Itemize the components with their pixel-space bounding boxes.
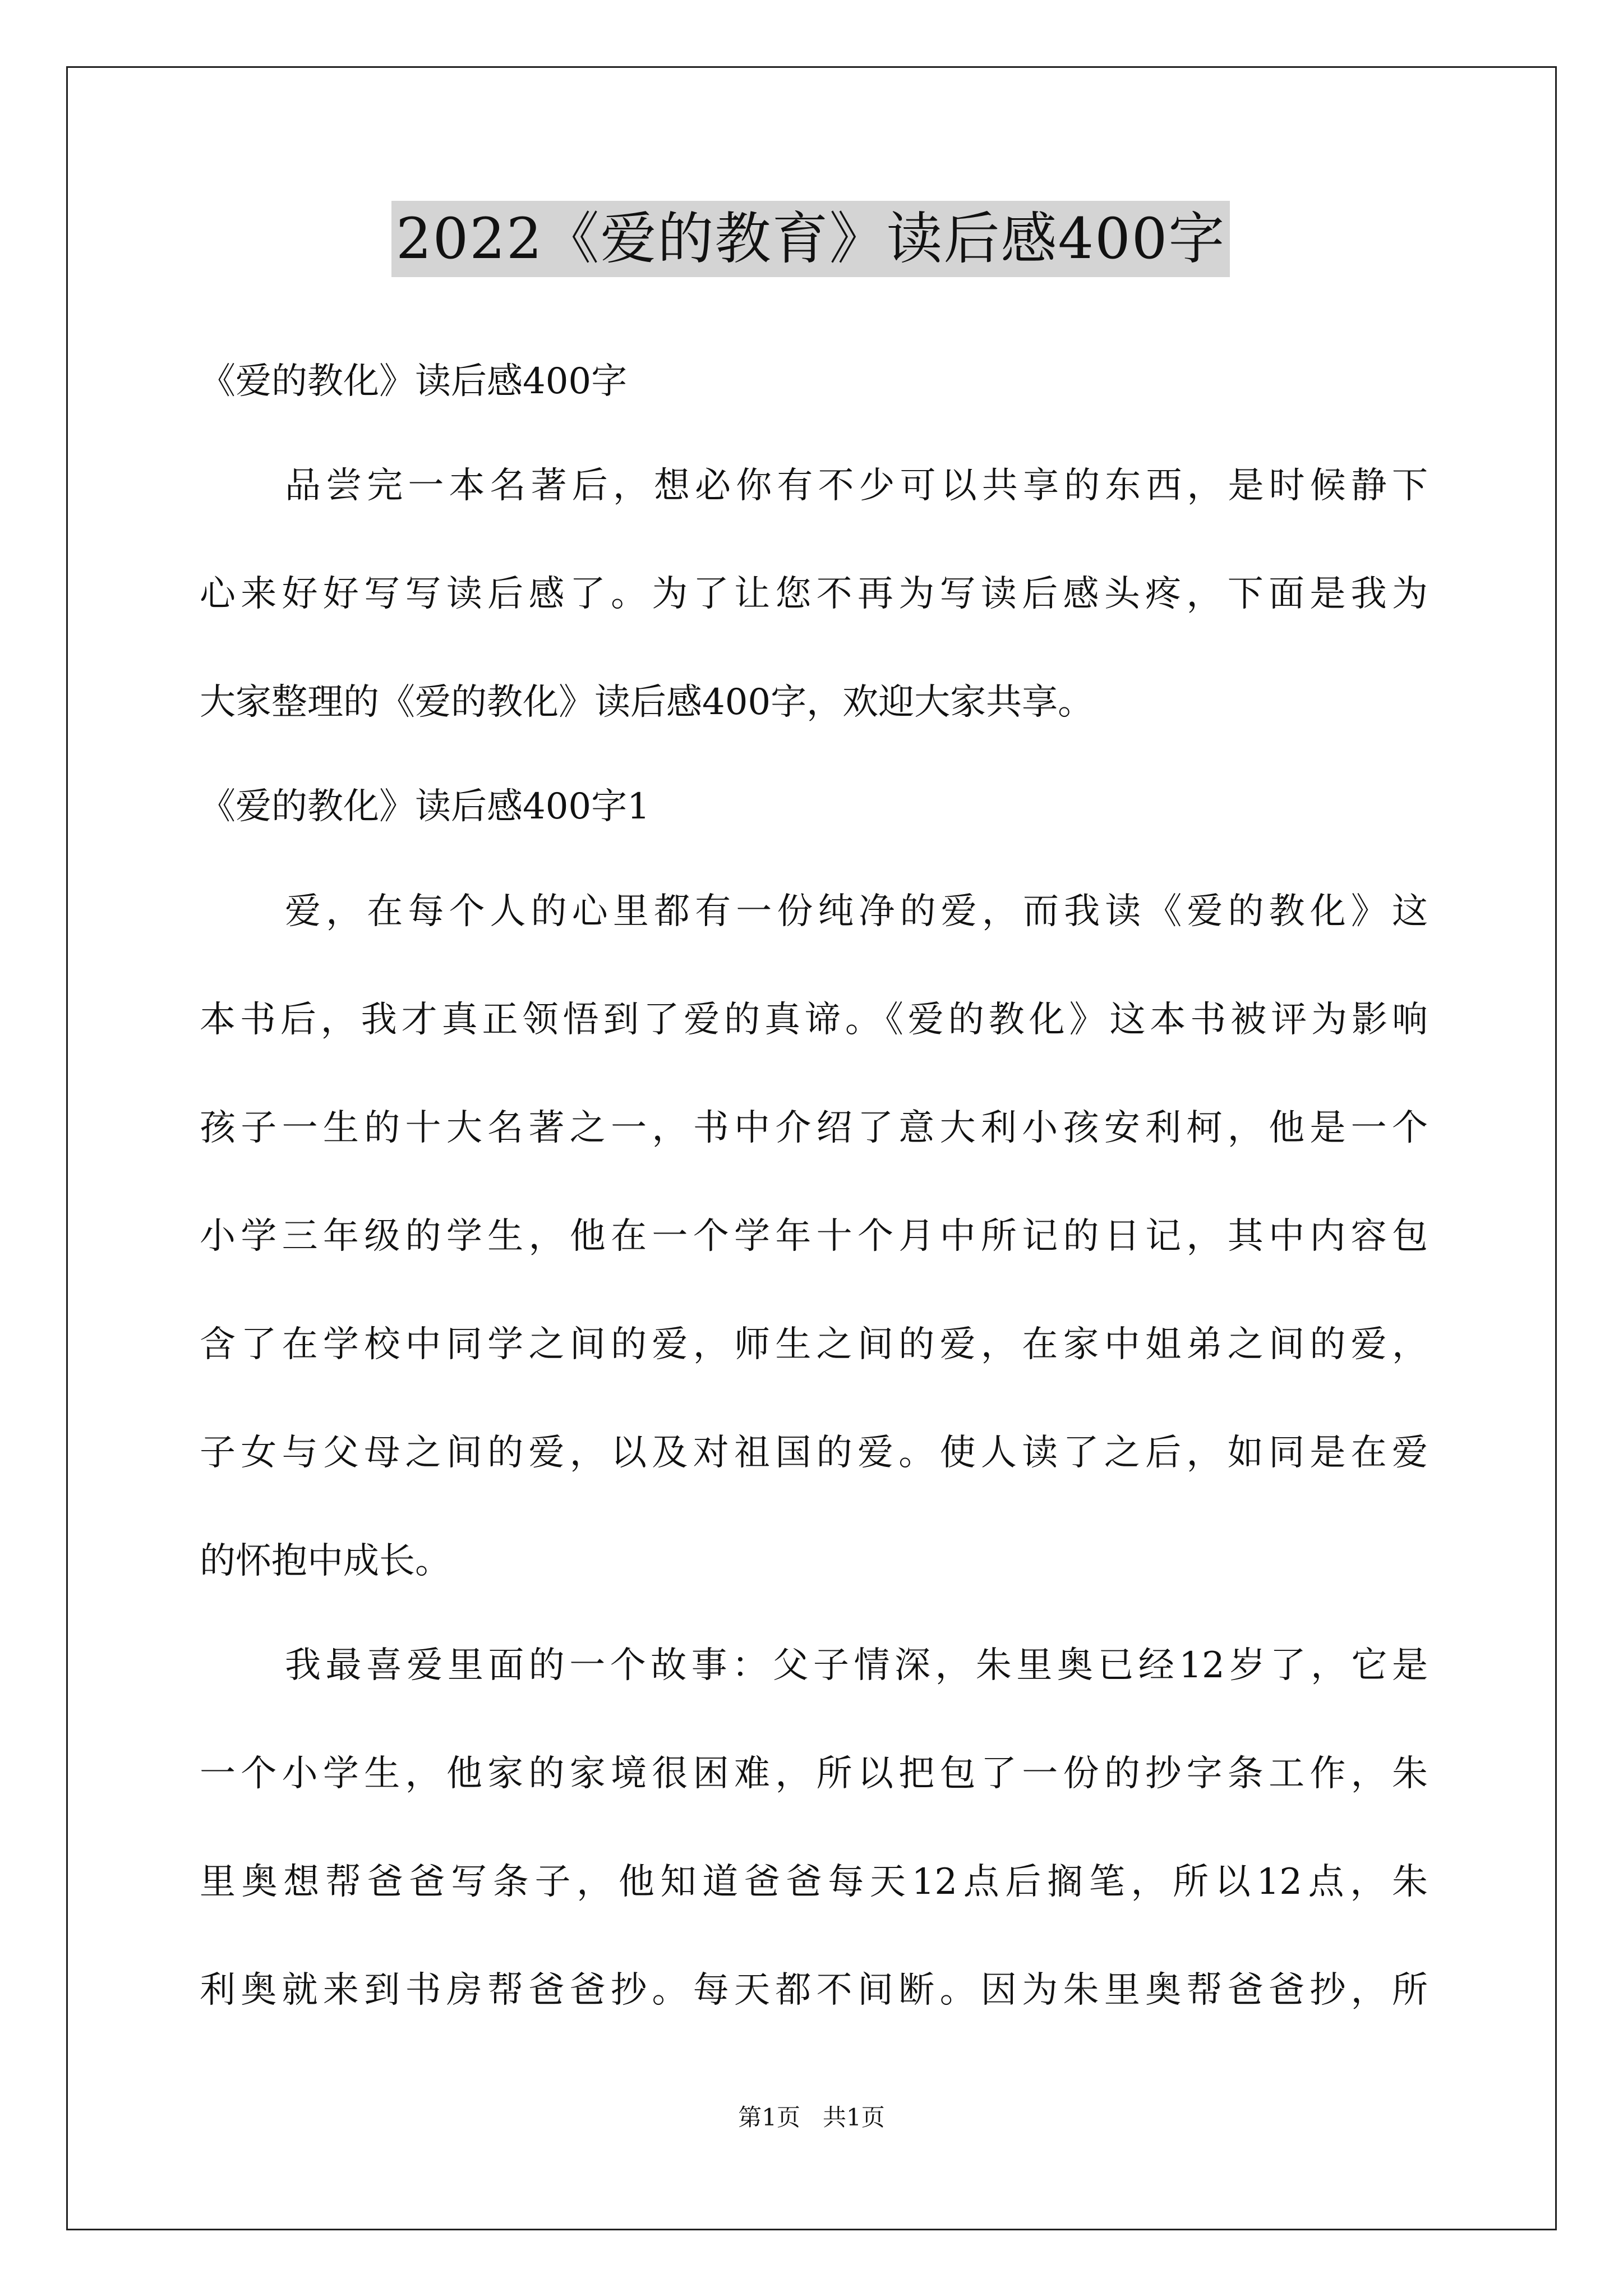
document-title: 2022《爱的教育》读后感400字 — [391, 201, 1230, 277]
paragraph-line: 大家整理的《爱的教化》读后感400字，欢迎大家共享。 — [200, 682, 1094, 723]
paragraph-line: 小学三年级的学生，他在一个学年十个月中所记的日记，其中内容包 — [200, 1216, 1428, 1257]
paragraph-line: 里奥想帮爸爸写条子，他知道爸爸每天12点后搁笔，所以12点，朱 — [200, 1861, 1428, 1903]
paragraph-line: 心来好好写写读后感了。为了让您不再为写读后感头疼，下面是我为 — [200, 573, 1428, 615]
paragraph-line: 我最喜爱里面的一个故事：父子情深，朱里奥已经12岁了，它是 — [285, 1645, 1428, 1686]
page-footer: 第1页 共1页 — [738, 2104, 885, 2131]
paragraph-line: 孩子一生的十大名著之一，书中介绍了意大利小孩安利柯，他是一个 — [200, 1107, 1428, 1149]
section-heading: 《爱的教化》读后感400字 — [200, 361, 628, 402]
paragraph-line: 子女与父母之间的爱，以及对祖国的爱。使人读了之后，如同是在爱 — [200, 1432, 1428, 1474]
paragraph-line: 本书后，我才真正领悟到了爱的真谛。《爱的教化》这本书被评为影响 — [200, 999, 1428, 1041]
paragraph-line: 的怀抱中成长。 — [200, 1540, 451, 1582]
paragraph-line: 一个小学生，他家的家境很困难，所以把包了一份的抄字条工作，朱 — [200, 1753, 1428, 1795]
paragraph-line: 含了在学校中同学之间的爱，师生之间的爱，在家中姐弟之间的爱， — [200, 1324, 1428, 1365]
paragraph-line: 利奥就来到书房帮爸爸抄。每天都不间断。因为朱里奥帮爸爸抄，所 — [200, 1970, 1428, 2011]
paragraph-line: 品尝完一本名著后，想必你有不少可以共享的东西，是时候静下 — [285, 465, 1428, 507]
paragraph-line: 爱，在每个人的心里都有一份纯净的爱，而我读《爱的教化》这 — [285, 891, 1428, 932]
section-heading: 《爱的教化》读后感400字1 — [200, 786, 650, 827]
